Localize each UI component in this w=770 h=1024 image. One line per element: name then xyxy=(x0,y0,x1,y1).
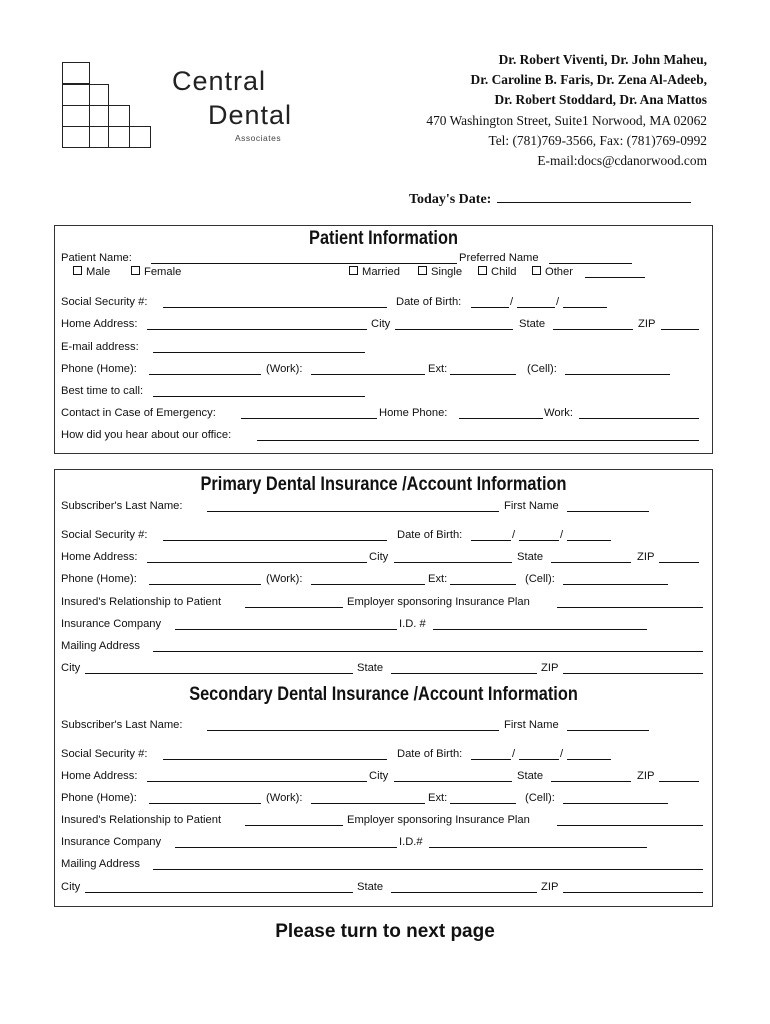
dob-slash-2: / xyxy=(560,748,564,760)
label-primary-ssn: Social Security #: xyxy=(61,529,148,541)
patient-phone-home-line[interactable] xyxy=(149,363,261,375)
row-secondary-mailing xyxy=(61,858,706,873)
patient-cell-line[interactable] xyxy=(565,363,670,375)
secondary-subscriber-last-line[interactable] xyxy=(207,719,499,731)
label-secondary-ssn: Social Security #: xyxy=(61,748,148,760)
label-patient-work: (Work): xyxy=(266,363,303,375)
row-primary-mailing xyxy=(61,640,706,655)
row-secondary-phone xyxy=(61,792,706,807)
label-patient-ssn: Social Security #: xyxy=(61,296,148,308)
label-patient-state: State xyxy=(519,318,546,330)
other-checkbox[interactable] xyxy=(532,266,541,275)
label-patient-zip: ZIP xyxy=(638,318,656,330)
label-patient-phone-home: Phone (Home): xyxy=(61,363,137,375)
patient-address-line[interactable] xyxy=(147,318,367,330)
label-patient-address: Home Address: xyxy=(61,318,138,330)
secondary-mail-state-line[interactable] xyxy=(391,881,537,893)
label-primary-id: I.D. # xyxy=(399,618,426,630)
label-patient-cell: (Cell): xyxy=(527,363,557,375)
primary-dob-month-line[interactable] xyxy=(471,529,511,541)
row-primary-city xyxy=(61,662,706,677)
primary-dob-day-line[interactable] xyxy=(519,529,559,541)
label-primary-subscriber-last: Subscriber's Last Name: xyxy=(61,500,183,512)
label-secondary-first-name: First Name xyxy=(504,719,559,731)
dob-slash-2: / xyxy=(556,296,560,308)
primary-phone-home-line[interactable] xyxy=(149,573,261,585)
label-secondary-ext: Ext: xyxy=(428,792,448,804)
label-primary-mailing: Mailing Address xyxy=(61,640,140,652)
label-primary-mail-zip: ZIP xyxy=(541,662,559,674)
label-emergency-home-phone: Home Phone: xyxy=(379,407,448,419)
secondary-mail-city-line[interactable] xyxy=(85,881,353,893)
label-primary-city: City xyxy=(369,551,389,563)
label-primary-ext: Ext: xyxy=(428,573,448,585)
logo-word-central: Central xyxy=(172,66,267,96)
todays-date-label: Today's Date: xyxy=(409,192,492,207)
label-patient-dob: Date of Birth: xyxy=(396,296,462,308)
primary-zip-line[interactable] xyxy=(659,551,699,563)
secondary-dob-day-line[interactable] xyxy=(519,748,559,760)
patient-ext-line[interactable] xyxy=(450,363,516,375)
label-secondary-employer: Employer sponsoring Insurance Plan xyxy=(347,814,530,826)
primary-ssn-line[interactable] xyxy=(163,529,387,541)
primary-mailing-line[interactable] xyxy=(153,640,703,652)
secondary-work-line[interactable] xyxy=(311,792,425,804)
child-option[interactable]: Child xyxy=(478,266,517,278)
patient-email-line[interactable] xyxy=(153,341,365,353)
label-secondary-phone-home: Phone (Home): xyxy=(61,792,137,804)
single-option[interactable]: Single xyxy=(418,266,462,278)
referral-source-line[interactable] xyxy=(257,429,699,441)
patient-dob-day-line[interactable] xyxy=(517,296,555,308)
primary-id-line[interactable] xyxy=(433,618,647,630)
label-primary-relationship: Insured's Relationship to Patient xyxy=(61,596,222,608)
practice-address: 470 Washington Street, Suite1 Norwood, MA 02062 xyxy=(426,112,707,128)
secondary-relationship-line[interactable] xyxy=(245,814,343,826)
secondary-id-line[interactable] xyxy=(429,836,647,848)
other-option[interactable]: Other xyxy=(532,266,573,278)
row-patient-name xyxy=(61,252,706,267)
row-emergency-contact xyxy=(61,407,706,422)
logo-word-dental: Dental xyxy=(208,100,293,130)
primary-employer-line[interactable] xyxy=(557,596,703,608)
label-emergency-contact: Contact in Case of Emergency: xyxy=(61,407,216,419)
label-patient-city: City xyxy=(371,318,391,330)
secondary-state-line[interactable] xyxy=(551,770,631,782)
label-secondary-id: I.D.# xyxy=(399,836,423,848)
secondary-mail-zip-line[interactable] xyxy=(563,881,703,893)
label-primary-employer: Employer sponsoring Insurance Plan xyxy=(347,596,530,608)
practice-phone: Tel: (781)769-3566, Fax: (781)769-0992 xyxy=(488,132,707,148)
practice-info xyxy=(426,50,707,171)
primary-state-line[interactable] xyxy=(551,551,631,563)
insurance-information-section xyxy=(54,469,713,907)
label-primary-phone-home: Phone (Home): xyxy=(61,573,137,585)
dob-slash-1: / xyxy=(512,529,516,541)
logo-word-associates: Associates xyxy=(235,133,282,143)
patient-work-line[interactable] xyxy=(311,363,425,375)
patient-information-section xyxy=(54,225,713,454)
secondary-first-name-line[interactable] xyxy=(567,719,649,731)
row-primary-relationship xyxy=(61,596,706,611)
female-checkbox[interactable] xyxy=(131,266,140,275)
preferred-name-line[interactable] xyxy=(549,252,632,264)
other-status-line[interactable] xyxy=(585,266,645,278)
label-patient-name: Patient Name: xyxy=(61,252,132,264)
label-secondary-cell: (Cell): xyxy=(525,792,555,804)
label-primary-dob: Date of Birth: xyxy=(397,529,463,541)
primary-dob-year-line[interactable] xyxy=(567,529,611,541)
secondary-ext-line[interactable] xyxy=(450,792,516,804)
primary-mail-state-line[interactable] xyxy=(391,662,537,674)
row-gender-status xyxy=(61,266,706,281)
row-referral-source xyxy=(61,429,706,444)
label-secondary-zip: ZIP xyxy=(637,770,655,782)
secondary-employer-line[interactable] xyxy=(557,814,703,826)
best-time-line[interactable] xyxy=(153,385,365,397)
practice-email: E-mail:docs@cdanorwood.com xyxy=(537,153,707,169)
label-primary-state: State xyxy=(517,551,544,563)
primary-mail-zip-line[interactable] xyxy=(563,662,703,674)
secondary-address-line[interactable] xyxy=(147,770,367,782)
secondary-zip-line[interactable] xyxy=(659,770,699,782)
secondary-phone-home-line[interactable] xyxy=(149,792,261,804)
patient-dob-month-line[interactable] xyxy=(471,296,509,308)
label-secondary-dob: Date of Birth: xyxy=(397,748,463,760)
row-patient-email xyxy=(61,341,706,356)
row-secondary-address xyxy=(61,770,706,785)
secondary-dob-year-line[interactable] xyxy=(567,748,611,760)
primary-first-name-line[interactable] xyxy=(567,500,649,512)
label-secondary-relationship: Insured's Relationship to Patient xyxy=(61,814,222,826)
label-secondary-state: State xyxy=(517,770,544,782)
patient-zip-line[interactable] xyxy=(661,318,699,330)
secondary-ssn-line[interactable] xyxy=(163,748,387,760)
male-checkbox[interactable] xyxy=(73,266,82,275)
todays-date-field xyxy=(409,189,691,208)
next-page-notice: Please turn to next page xyxy=(275,921,495,942)
single-checkbox[interactable] xyxy=(418,266,427,275)
row-primary-ssn xyxy=(61,529,706,544)
secondary-mailing-line[interactable] xyxy=(153,858,703,870)
label-secondary-work: (Work): xyxy=(266,792,303,804)
label-primary-mail-state: State xyxy=(357,662,384,674)
emergency-work-line[interactable] xyxy=(579,407,699,419)
label-secondary-address: Home Address: xyxy=(61,770,138,782)
patient-name-line[interactable] xyxy=(151,252,457,264)
patient-dob-year-line[interactable] xyxy=(563,296,607,308)
section-title-secondary: Secondary Dental Insurance /Account Information xyxy=(189,684,578,705)
child-checkbox[interactable] xyxy=(478,266,487,275)
primary-work-line[interactable] xyxy=(311,573,425,585)
label-preferred-name: Preferred Name xyxy=(459,252,539,264)
label-best-time: Best time to call: xyxy=(61,385,144,397)
section-title-patient: Patient Information xyxy=(309,228,458,249)
label-primary-address: Home Address: xyxy=(61,551,138,563)
secondary-dob-month-line[interactable] xyxy=(471,748,511,760)
practice-doctors-3: Dr. Robert Stoddard, Dr. Ana Mattos xyxy=(494,92,707,108)
label-primary-company: Insurance Company xyxy=(61,618,162,630)
secondary-cell-line[interactable] xyxy=(563,792,668,804)
married-checkbox[interactable] xyxy=(349,266,358,275)
dob-slash-2: / xyxy=(560,529,564,541)
patient-city-line[interactable] xyxy=(395,318,513,330)
label-primary-mail-city: City xyxy=(61,662,81,674)
label-secondary-subscriber-last: Subscriber's Last Name: xyxy=(61,719,183,731)
row-primary-phone xyxy=(61,573,706,588)
primary-company-line[interactable] xyxy=(175,618,397,630)
label-patient-email: E-mail address: xyxy=(61,341,139,353)
primary-cell-line[interactable] xyxy=(563,573,668,585)
label-secondary-company: Insurance Company xyxy=(61,836,162,848)
todays-date-line[interactable] xyxy=(497,189,691,203)
emergency-home-phone-line[interactable] xyxy=(459,407,543,419)
secondary-city-line[interactable] xyxy=(394,770,512,782)
row-secondary-relationship xyxy=(61,814,706,829)
row-primary-subscriber xyxy=(61,500,706,515)
row-patient-ssn xyxy=(61,296,706,311)
label-primary-cell: (Cell): xyxy=(525,573,555,585)
married-option[interactable]: Married xyxy=(349,266,400,278)
practice-doctors-2: Dr. Caroline B. Faris, Dr. Zena Al-Adeeb, xyxy=(470,72,707,88)
label-primary-zip: ZIP xyxy=(637,551,655,563)
secondary-company-line[interactable] xyxy=(175,836,397,848)
primary-mail-city-line[interactable] xyxy=(85,662,353,674)
emergency-contact-line[interactable] xyxy=(241,407,377,419)
label-secondary-mailing: Mailing Address xyxy=(61,858,140,870)
row-secondary-ssn xyxy=(61,748,706,763)
row-patient-address xyxy=(61,318,706,333)
primary-relationship-line[interactable] xyxy=(245,596,343,608)
label-primary-first-name: First Name xyxy=(504,500,559,512)
label-patient-ext: Ext: xyxy=(428,363,448,375)
row-secondary-subscriber xyxy=(61,719,706,734)
male-option[interactable]: Male xyxy=(73,266,110,278)
patient-state-line[interactable] xyxy=(553,318,633,330)
row-secondary-company xyxy=(61,836,706,851)
primary-subscriber-last-line[interactable] xyxy=(207,500,499,512)
female-option[interactable]: Female xyxy=(131,266,181,278)
label-referral-source: How did you hear about our office: xyxy=(61,429,232,441)
row-primary-address xyxy=(61,551,706,566)
label-secondary-mail-state: State xyxy=(357,881,384,893)
section-title-primary: Primary Dental Insurance /Account Information xyxy=(200,474,567,495)
primary-city-line[interactable] xyxy=(394,551,512,563)
label-secondary-mail-zip: ZIP xyxy=(541,881,559,893)
label-primary-work: (Work): xyxy=(266,573,303,585)
dob-slash-1: / xyxy=(512,748,516,760)
practice-doctors-1: Dr. Robert Viventi, Dr. John Maheu, xyxy=(498,52,707,67)
row-primary-company xyxy=(61,618,706,633)
patient-ssn-line[interactable] xyxy=(163,296,387,308)
row-secondary-city xyxy=(61,881,706,896)
label-secondary-mail-city: City xyxy=(61,881,81,893)
label-secondary-city: City xyxy=(369,770,389,782)
primary-address-line[interactable] xyxy=(147,551,367,563)
row-best-time xyxy=(61,385,706,400)
label-emergency-work: Work: xyxy=(544,407,574,419)
logo-grid-mark xyxy=(62,62,158,150)
practice-logo xyxy=(62,62,293,152)
row-patient-phone xyxy=(61,363,706,378)
primary-ext-line[interactable] xyxy=(450,573,516,585)
dob-slash-1: / xyxy=(510,296,514,308)
